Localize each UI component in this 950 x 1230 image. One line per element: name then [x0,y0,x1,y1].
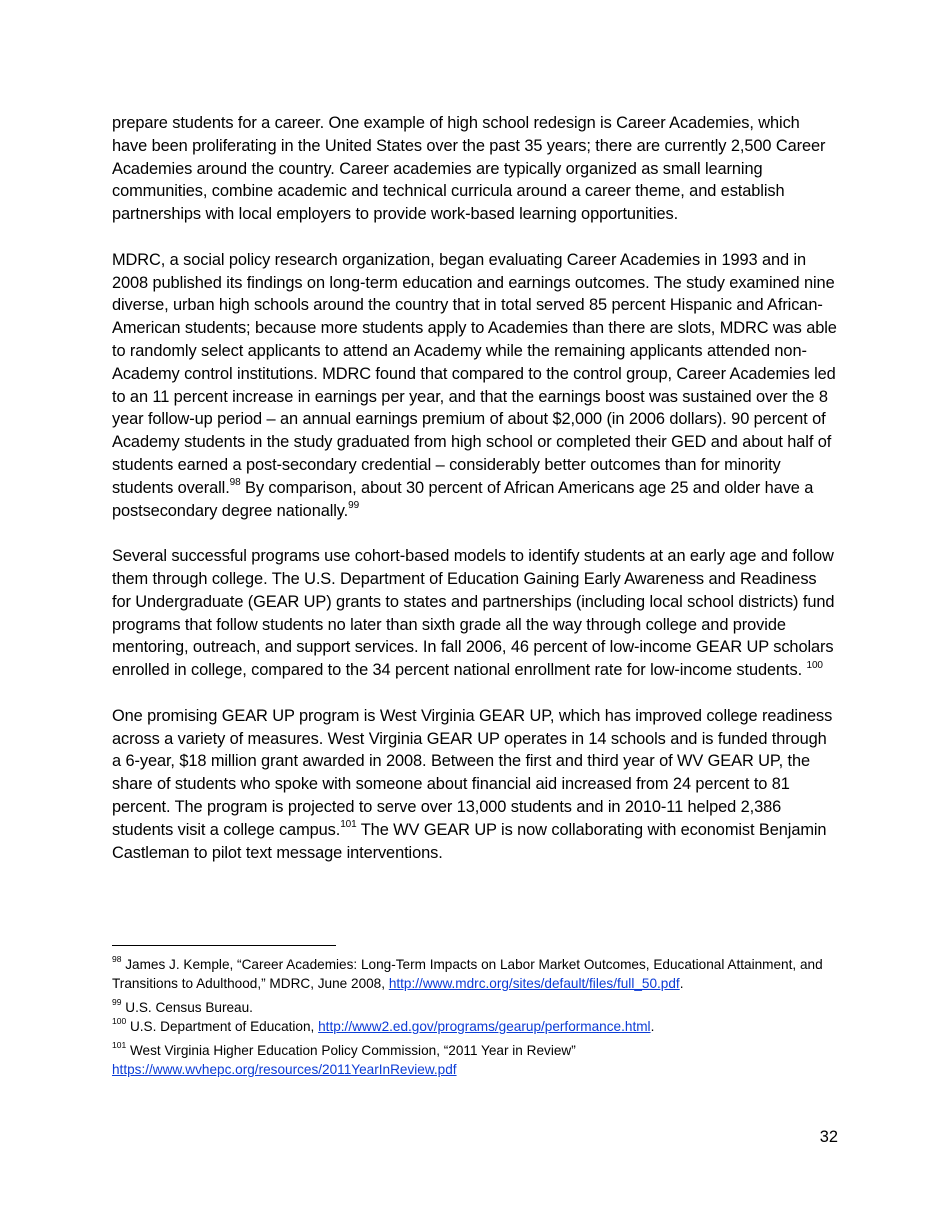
footnote-101: $^{101}$ West Virginia Higher Education Policy Commission, “2011 Year in Review” https://www.wvhepc.org/resources/2011YearInReview.pdf [112,1040,576,1077]
body-text [112,112,838,864]
footnote-98-link[interactable]: http://www.mdrc.org/sites/default/files/full_50.pdf [388,976,680,991]
footnote-ref-101[interactable]: 101 [340,819,357,831]
footnote-ref-100[interactable]: 100 [806,659,823,671]
paragraph-wv-gear-up: One promising GEAR UP program is West Virginia GEAR UP, which has improved college readiness across a variety of measures. West Virginia GEAR UP operates in 14 schools and is funded through a 6-year, $18 million grant awarded in 2008. Between the first and third year of WV GEAR UP, the share of students who spoke with someone about financial aid increased from 24 percent to 81 percent. The program is projected to serve over 13,000 students and in 2010-11 helped 2,386 students visit a college campus.$^{101}$ The WV GEAR UP is now collaborating with economist Benjamin Castleman to pilot text message interventions. [112,706,833,862]
footnotes [112,955,842,1079]
footnote-separator [112,945,336,946]
footnote-ref-99[interactable]: 99 [348,500,360,512]
paragraph-career-academies: prepare students for a career. One example of high school redesign is Career Academies, which have been proliferating in the United States over the past 35 years; there are currently 2,500 Career Academies around the country. Career academies are typically organized as small learning communities, combine academic and technical curricula around a career theme, and establish partnerships with local employers to provide work-based learning opportunities. [112,114,826,224]
footnote-98: $^{98}$ James J. Kemple, “Career Academies: Long-Term Impacts on Labor Market Outcomes, Educational Attainment, and Transitions to Adulthood,” MDRC, June 2008, http://www.mdrc.org/sites/default/files/full_50.pdf. [112,954,823,991]
footnote-100-link[interactable]: http://www2.ed.gov/programs/gearup/performance.html [318,1019,651,1034]
footnote-99: $^{99}$ U.S. Census Bureau. [112,997,253,1015]
footnote-100: $^{100}$ U.S. Department of Education, http://www2.ed.gov/programs/gearup/performance.html. [112,1016,655,1034]
footnote-ref-98[interactable]: 98 [229,477,241,489]
paragraph-gear-up: Several successful programs use cohort-based models to identify students at an early age and follow them through college. The U.S. Department of Education Gaining Early Awareness and Readiness for Undergraduate (GEAR UP) grants to states and partnerships (including local school districts) fund programs that follow students no later than sixth grade all the way through college and provide mentoring, outreach, and support services. In fall 2006, 46 percent of low-income GEAR UP scholars enrolled in college, compared to the 34 percent national enrollment rate for low-income students. $^{100}$ [112,547,835,680]
paragraph-mdrc-study: MDRC, a social policy research organization, began evaluating Career Academies in 1993 and in 2008 published its findings on long-term education and earnings outcomes. The study examined nine diverse, urban high schools around the country that in total served 85 percent Hispanic and African-American students; because more students apply to Academies than there are slots, MDRC was able to randomly select applicants to attend an Academy while the remaining applicants attended non-Academy control institutions. MDRC found that compared to the control group, Career Academies led to an 11 percent increase in earnings per year, and that the earnings boost was sustained over the 8 year follow-up period – an annual earnings premium of about $2,000 (in 2006 dollars). 90 percent of Academy students in the study graduated from high school or completed their GED and about half of students earned a post-secondary credential – considerably better outcomes than for minority students overall.$^{98}$ By comparison, about 30 percent of African Americans age 25 and older have a postsecondary degree nationally.$^{99}$ [112,250,837,520]
footnote-101-link[interactable]: https://www.wvhepc.org/resources/2011YearInReview.pdf [112,1062,457,1077]
page-number: 32 [819,1128,838,1146]
